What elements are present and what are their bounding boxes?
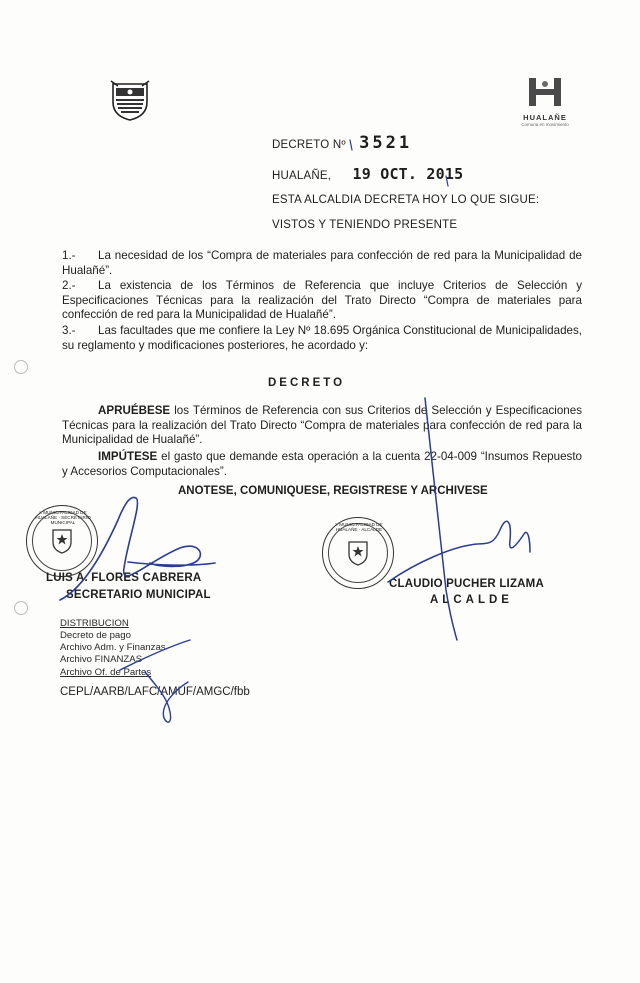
alcalde-name: CLAUDIO PUCHER LIZAMA bbox=[389, 578, 544, 590]
imputese-text: el gasto que demande esta operación a la cuenta 22-04-009 “Insumos Repuesto y Accesorios Computacionales”. bbox=[62, 450, 582, 478]
logo-subtext: Comuna en movimiento bbox=[521, 122, 569, 127]
considerando-text: Las facultades que me confiere la Ley Nº 18.695 Orgánica Constitucional de Municipalidades, su reglamento y modificaciones posteriores, he acordado y: bbox=[62, 324, 582, 352]
distribucion-item: Archivo Adm. y Finanzas bbox=[60, 642, 166, 654]
initials-line: CEPL/AARB/LAFC/AMUF/AMGC/fbb bbox=[60, 686, 250, 698]
municipal-crest-logo bbox=[108, 78, 152, 122]
closing-line: ANOTESE, COMUNIQUESE, REGISTRESE Y ARCHIVESE bbox=[178, 485, 488, 497]
alcalde-seal bbox=[322, 517, 394, 589]
secretario-name: LUIS A. FLORES CABRERA bbox=[46, 572, 202, 584]
item-number: 2.- bbox=[62, 279, 76, 292]
secretario-title: SECRETARIO MUNICIPAL bbox=[66, 589, 211, 601]
apruebese-keyword: APRUÉBESE bbox=[98, 404, 171, 417]
distribucion-item: Archivo Of. de Partes bbox=[60, 666, 152, 678]
item-number: 1.- bbox=[62, 249, 76, 262]
item-number: 3.- bbox=[62, 324, 76, 337]
chile-coat-of-arms-icon bbox=[49, 526, 75, 554]
logo-text: HUALAÑE bbox=[523, 113, 567, 122]
imputese-keyword: IMPÚTESE bbox=[98, 450, 158, 463]
date-stamp: 19 OCT. 2015 bbox=[352, 165, 464, 183]
distribucion-item: Archivo FINANZAS bbox=[60, 654, 143, 666]
distribucion-item: Decreto de pago bbox=[60, 630, 131, 641]
decreta-line: ESTA ALCALDIA DECRETA HOY LO QUE SIGUE: bbox=[272, 194, 540, 206]
alcalde-title: ALCALDE bbox=[430, 594, 513, 606]
vistos-heading: VISTOS Y TENIENDO PRESENTE bbox=[272, 219, 458, 231]
location-label: HUALAÑE, bbox=[272, 170, 332, 182]
considerando-text: La necesidad de los “Compra de materiales para confección de red para la Municipalidad de Hualañé”. bbox=[62, 249, 582, 277]
distribucion-label: DISTRIBUCION bbox=[60, 618, 129, 629]
punch-hole bbox=[14, 360, 28, 374]
hualane-logo bbox=[520, 76, 570, 127]
chile-coat-of-arms-icon bbox=[345, 538, 371, 566]
secretario-seal bbox=[26, 505, 98, 577]
punch-hole bbox=[14, 601, 28, 615]
hualane-h-icon bbox=[525, 76, 565, 108]
distribucion-list bbox=[60, 630, 166, 679]
decreto-label: DECRETO Nº bbox=[272, 139, 346, 151]
considerando-text: La existencia de los Términos de Referencia que incluye Criterios de Selección y Especificaciones Técnicas para la realización del Trato Directo “Compra de materiales para confección de red para la Municipalidad de Hualañé”. bbox=[62, 279, 582, 322]
imputese-paragraph bbox=[62, 450, 582, 479]
apruebese-text: los Términos de Referencia con sus Criterios de Selección y Especificaciones Técnicas para la realización del Trato Directo “Compra de materiales para confección de red para la Municipalidad de Hualañé”. bbox=[62, 404, 582, 447]
left-seal-text: I. MUNICIPALIDAD DE HUALAÑE · SECRETARIO MUNICIPAL bbox=[35, 510, 91, 525]
decreto-title: DECRETO bbox=[268, 377, 346, 389]
decreto-number-stamp: 3521 bbox=[359, 133, 413, 153]
apruebese-paragraph bbox=[62, 404, 582, 448]
right-seal-text: I. MUNICIPALIDAD DE HUALAÑE · ALCALDE bbox=[335, 522, 383, 532]
decreto-number-line bbox=[272, 133, 412, 153]
date-line bbox=[272, 165, 463, 183]
